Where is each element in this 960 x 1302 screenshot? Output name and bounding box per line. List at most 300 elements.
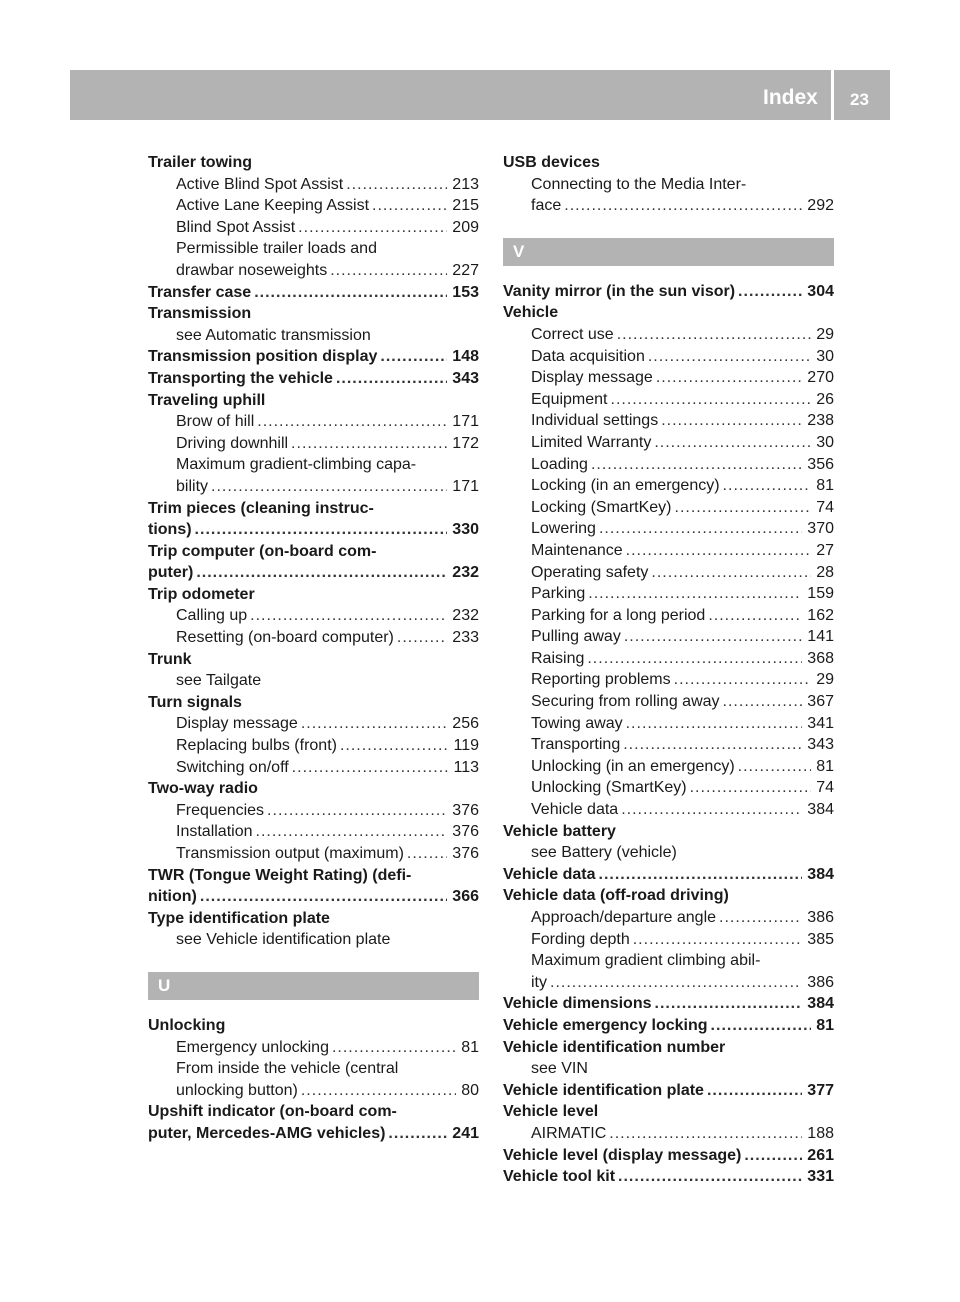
- entry-text: Equipment: [531, 390, 608, 408]
- index-entry: [148, 886, 479, 908]
- leader-dots: [292, 757, 449, 779]
- index-subentry: [503, 195, 834, 217]
- leader-dots: [624, 626, 802, 648]
- entry-text: Permissible trailer loads and: [176, 240, 377, 258]
- entry-page: 74: [816, 779, 834, 797]
- entry-page: 30: [816, 347, 834, 365]
- index-entry: [148, 368, 479, 390]
- entry-text: Maintenance: [531, 541, 623, 559]
- leader-dots: [211, 476, 447, 498]
- entry-text: Unlocking (SmartKey): [531, 779, 687, 797]
- entry-page: 162: [807, 606, 834, 624]
- entry-page: 384: [807, 865, 834, 883]
- index-entry: [503, 1166, 834, 1188]
- index-entry: [503, 1015, 834, 1037]
- entry-text: Vanity mirror (in the sun visor): [503, 282, 736, 300]
- index-subentry: [503, 777, 834, 799]
- entry-text: see Vehicle identification plate: [176, 931, 391, 949]
- entry-text: Towing away: [531, 714, 623, 732]
- leader-dots: [719, 907, 802, 929]
- leader-dots: [588, 583, 802, 605]
- entry-text: Vehicle battery: [503, 822, 616, 840]
- leader-dots: [674, 669, 812, 691]
- entry-page: 215: [452, 197, 479, 215]
- entry-text: Vehicle level: [503, 1103, 599, 1121]
- entry-text: Turn signals: [148, 693, 242, 711]
- entry-page: 209: [452, 218, 479, 236]
- index-subentry: [503, 432, 834, 454]
- entry-text: Approach/departure angle: [531, 909, 717, 926]
- entry-text: see VIN: [531, 1060, 588, 1078]
- entry-text: tions): [148, 521, 192, 539]
- index-column-right: [503, 152, 834, 1188]
- leader-dots: [380, 346, 447, 368]
- index-subentry: [503, 799, 834, 821]
- entry-text: Trailer towing: [148, 154, 253, 171]
- entry-text: Parking: [531, 585, 586, 603]
- entry-text: Maximum gradient-climbing capa-: [176, 456, 417, 474]
- entry-text: face: [531, 197, 562, 215]
- leader-dots: [196, 562, 447, 584]
- entry-text: Upshift indicator (on-board com-: [148, 1103, 397, 1121]
- leader-dots: [621, 799, 802, 821]
- entry-text: Vehicle: [503, 304, 559, 322]
- entry-text: Vehicle data: [503, 865, 596, 883]
- entry-text: Connecting to the Media Inter-: [531, 175, 747, 193]
- index-entry: [148, 303, 479, 325]
- leader-dots: [587, 648, 802, 670]
- leader-dots: [609, 1123, 802, 1145]
- entry-page: 28: [816, 563, 834, 581]
- page-number: 23: [850, 90, 869, 109]
- index-subentry: [503, 907, 834, 929]
- leader-dots: [346, 174, 447, 196]
- entry-page: 81: [816, 1016, 834, 1034]
- entry-page: 113: [453, 758, 479, 776]
- leader-dots: [301, 713, 447, 735]
- section-header: U: [148, 972, 479, 1000]
- entry-text: Parking for a long period: [531, 606, 706, 624]
- entry-text: Maximum gradient climbing abil-: [531, 952, 761, 970]
- entry-text: bility: [176, 477, 209, 495]
- index-subentry: [503, 1058, 834, 1080]
- index-subentry: [503, 648, 834, 670]
- leader-dots: [738, 281, 802, 303]
- entry-page: 29: [816, 325, 834, 343]
- entry-text: see Tailgate: [176, 672, 262, 690]
- entry-page: 386: [807, 973, 834, 991]
- index-entry: [148, 562, 479, 584]
- entry-page: 119: [453, 737, 479, 755]
- entry-page: 341: [807, 714, 834, 732]
- entry-text: Vehicle identification number: [503, 1038, 726, 1056]
- leader-dots: [267, 800, 447, 822]
- entry-text: Securing from rolling away: [531, 693, 720, 711]
- index-subentry: [148, 195, 479, 217]
- entry-page: 141: [807, 628, 834, 646]
- entry-text: drawbar noseweights: [176, 261, 328, 279]
- entry-text: Fording depth: [531, 930, 630, 948]
- entry-text: Vehicle level (display message): [503, 1146, 742, 1164]
- index-subentry: [503, 346, 834, 368]
- index-subentry: [503, 605, 834, 627]
- entry-text: Trip odometer: [148, 585, 255, 603]
- index-entry: [148, 498, 479, 520]
- index-subentry: [148, 174, 479, 196]
- index-subentry: [148, 929, 479, 951]
- index-subentry: [148, 843, 479, 865]
- leader-dots: [254, 282, 447, 304]
- entry-text: Limited Warranty: [531, 433, 652, 451]
- index-subentry: [503, 410, 834, 432]
- index-entry: [503, 1080, 834, 1102]
- leader-dots: [651, 562, 811, 584]
- index-entry: [148, 865, 479, 887]
- index-entry: [503, 1037, 834, 1059]
- index-entry: [148, 152, 479, 174]
- leader-dots: [711, 1015, 812, 1037]
- index-subentry: [148, 605, 479, 627]
- entry-text: Reporting problems: [531, 671, 671, 689]
- leader-dots: [675, 497, 812, 519]
- entry-text: USB devices: [503, 154, 600, 171]
- index-subentry: [148, 735, 479, 757]
- index-entry: [503, 1101, 834, 1123]
- index-subentry: [503, 475, 834, 497]
- index-subentry: [148, 476, 479, 498]
- index-entry: [148, 541, 479, 563]
- entry-page: 233: [452, 629, 479, 647]
- leader-dots: [654, 432, 811, 454]
- index-entry: [148, 908, 479, 930]
- index-subentry: [148, 260, 479, 282]
- entry-text: puter): [148, 564, 194, 582]
- entry-text: Individual settings: [531, 412, 659, 430]
- entry-text: AIRMATIC: [531, 1124, 607, 1142]
- index-entry: [503, 302, 834, 324]
- index-entry: [148, 346, 479, 368]
- leader-dots: [617, 324, 812, 346]
- leader-dots: [407, 843, 447, 865]
- leader-dots: [397, 627, 447, 649]
- entry-page: 304: [807, 282, 834, 300]
- entry-page: 386: [807, 909, 834, 926]
- leader-dots: [591, 454, 802, 476]
- entry-page: 376: [452, 845, 479, 862]
- entry-text: Transfer case: [148, 283, 252, 301]
- entry-page: 384: [807, 801, 834, 819]
- index-entry: [503, 152, 834, 174]
- entry-page: 377: [807, 1081, 834, 1099]
- leader-dots: [690, 777, 812, 799]
- index-subentry: [503, 174, 834, 196]
- index-subentry: [148, 217, 479, 239]
- entry-page: 241: [452, 1124, 479, 1142]
- index-subentry: [148, 238, 479, 260]
- leader-dots: [200, 886, 447, 908]
- entry-text: Trunk: [148, 650, 192, 668]
- header-separator: [831, 70, 834, 120]
- leader-dots: [648, 346, 811, 368]
- entry-text: Locking (in an emergency): [531, 477, 720, 495]
- entry-page: 343: [807, 736, 834, 754]
- entry-text: Brow of hill: [176, 413, 255, 431]
- index-entry: [503, 1145, 834, 1167]
- index-subentry: [503, 562, 834, 584]
- entry-text: Emergency unlocking: [176, 1038, 329, 1056]
- entry-page: 29: [816, 671, 834, 689]
- entry-text: Installation: [176, 823, 253, 841]
- index-entry: [503, 821, 834, 843]
- index-subentry: [503, 324, 834, 346]
- entry-page: 74: [816, 498, 834, 516]
- leader-dots: [291, 433, 447, 455]
- section-header: V: [503, 238, 834, 266]
- leader-dots: [332, 1037, 456, 1059]
- header-title: Index: [763, 86, 818, 109]
- entry-text: Transmission position display: [148, 348, 378, 366]
- index-subentry: [148, 1080, 479, 1102]
- index-subentry: [148, 713, 479, 735]
- entry-text: nition): [148, 888, 197, 906]
- index-entry: [503, 885, 834, 907]
- index-subentry: [148, 454, 479, 476]
- entry-text: Trip computer (on-board com-: [148, 542, 377, 560]
- leader-dots: [372, 195, 447, 217]
- index-subentry: [148, 1058, 479, 1080]
- index-subentry: [503, 497, 834, 519]
- leader-dots: [336, 368, 447, 390]
- leader-dots: [564, 195, 802, 217]
- entry-page: 81: [816, 757, 834, 775]
- leader-dots: [301, 1080, 456, 1102]
- entry-text: TWR (Tongue Weight Rating) (defi-: [148, 866, 412, 884]
- entry-page: 232: [452, 564, 479, 582]
- leader-dots: [330, 260, 447, 282]
- entry-text: Transmission: [148, 305, 252, 323]
- index-entry: [503, 281, 834, 303]
- entry-page: 368: [807, 649, 834, 667]
- index-subentry: [503, 1123, 834, 1145]
- index-subentry: [503, 389, 834, 411]
- entry-page: 384: [807, 995, 834, 1013]
- index-entry: [148, 1123, 479, 1145]
- leader-dots: [738, 756, 812, 778]
- index-subentry: [503, 734, 834, 756]
- leader-dots: [723, 691, 803, 713]
- entry-text: Traveling uphill: [148, 391, 266, 409]
- index-subentry: [148, 411, 479, 433]
- index-entry: [148, 390, 479, 412]
- entry-page: 172: [452, 434, 479, 452]
- index-subentry: [503, 583, 834, 605]
- entry-page: 227: [452, 261, 479, 279]
- entry-page: 213: [452, 175, 479, 193]
- entry-page: 153: [452, 283, 479, 301]
- entry-page: 171: [452, 477, 479, 495]
- entry-page: 30: [816, 433, 834, 451]
- index-subentry: [503, 540, 834, 562]
- entry-text: Vehicle data: [531, 801, 619, 819]
- entry-text: Two-way radio: [148, 780, 258, 798]
- leader-dots: [611, 389, 812, 411]
- leader-dots: [388, 1123, 447, 1145]
- index-subentry: [148, 800, 479, 822]
- leader-dots: [550, 972, 802, 994]
- index-subentry: [503, 691, 834, 713]
- entry-page: 370: [807, 520, 834, 538]
- leader-dots: [623, 734, 802, 756]
- entry-text: Transporting the vehicle: [148, 369, 333, 387]
- entry-text: Switching on/off: [176, 758, 289, 776]
- entry-text: Correct use: [531, 325, 614, 343]
- leader-dots: [656, 367, 802, 389]
- entry-text: Display message: [531, 369, 653, 387]
- entry-page: 343: [452, 369, 479, 387]
- index-entry: [148, 1101, 479, 1123]
- entry-page: 26: [816, 390, 834, 408]
- entry-text: Loading: [531, 455, 588, 473]
- entry-text: Data acquisition: [531, 347, 645, 365]
- index-subentry: [148, 1037, 479, 1059]
- leader-dots: [599, 864, 803, 886]
- index-subentry: [503, 626, 834, 648]
- entry-page: 356: [807, 455, 834, 473]
- entry-text: Driving downhill: [176, 434, 289, 452]
- entry-text: Vehicle dimensions: [503, 995, 652, 1013]
- entry-page: 261: [807, 1146, 834, 1164]
- index-column-left: [148, 152, 479, 1145]
- entry-page: 188: [807, 1124, 834, 1142]
- entry-text: Frequencies: [176, 801, 265, 819]
- entry-text: Raising: [531, 649, 585, 667]
- index-subentry: [503, 518, 834, 540]
- entry-page: 27: [816, 541, 834, 559]
- leader-dots: [723, 475, 812, 497]
- entry-text: Active Blind Spot Assist: [176, 175, 344, 193]
- entry-page: 232: [452, 607, 479, 625]
- index-subentry: [148, 325, 479, 347]
- index-entry: [503, 993, 834, 1015]
- entry-page: 270: [807, 369, 834, 387]
- leader-dots: [633, 929, 803, 951]
- leader-dots: [298, 217, 447, 239]
- entry-page: 366: [452, 888, 479, 906]
- entry-text: Replacing bulbs (front): [176, 737, 337, 755]
- leader-dots: [626, 713, 803, 735]
- entry-text: Resetting (on-board computer): [176, 629, 394, 647]
- index-subentry: [148, 821, 479, 843]
- entry-text: Trim pieces (cleaning instruc-: [148, 499, 374, 517]
- entry-text: Blind Spot Assist: [176, 218, 296, 236]
- entry-text: see Automatic transmission: [176, 326, 371, 344]
- index-subentry: [503, 972, 834, 994]
- index-subentry: [148, 433, 479, 455]
- index-subentry: [503, 367, 834, 389]
- entry-page: 148: [452, 348, 479, 366]
- entry-text: Calling up: [176, 607, 248, 625]
- entry-text: unlocking button): [176, 1081, 298, 1099]
- entry-text: Operating safety: [531, 563, 649, 581]
- index-subentry: [503, 929, 834, 951]
- index-subentry: [503, 842, 834, 864]
- entry-text: Vehicle data (off-road driving): [503, 887, 729, 905]
- entry-text: see Battery (vehicle): [531, 844, 677, 862]
- entry-text: Locking (SmartKey): [531, 498, 672, 516]
- entry-text: Vehicle identification plate: [503, 1081, 704, 1099]
- entry-text: ity: [531, 973, 547, 991]
- index-entry: [148, 1015, 479, 1037]
- leader-dots: [599, 518, 802, 540]
- entry-text: Active Lane Keeping Assist: [176, 197, 370, 215]
- entry-text: Transmission output (maximum): [176, 845, 404, 862]
- entry-page: 80: [461, 1081, 479, 1099]
- leader-dots: [626, 540, 812, 562]
- leader-dots: [257, 411, 447, 433]
- leader-dots: [707, 1080, 802, 1102]
- leader-dots: [708, 605, 802, 627]
- index-subentry: [148, 627, 479, 649]
- entry-text: Vehicle tool kit: [503, 1168, 616, 1186]
- entry-text: Display message: [176, 715, 298, 733]
- leader-dots: [256, 821, 448, 843]
- index-entry: [503, 864, 834, 886]
- index-subentry: [503, 454, 834, 476]
- entry-page: 238: [807, 412, 834, 430]
- entry-text: Pulling away: [531, 628, 621, 646]
- index-entry: [148, 282, 479, 304]
- leader-dots: [655, 993, 803, 1015]
- entry-page: 376: [452, 823, 479, 841]
- index-subentry: [503, 756, 834, 778]
- leader-dots: [618, 1166, 802, 1188]
- entry-text: Vehicle emergency locking: [503, 1016, 708, 1034]
- entry-text: Transporting: [531, 736, 621, 754]
- entry-page: 376: [452, 801, 479, 819]
- entry-page: 385: [807, 930, 834, 948]
- index-entry: [148, 584, 479, 606]
- entry-text: Lowering: [531, 520, 596, 538]
- index-subentry: [148, 757, 479, 779]
- index-entry: [148, 649, 479, 671]
- leader-dots: [340, 735, 449, 757]
- entry-text: puter, Mercedes-AMG vehicles): [148, 1124, 386, 1142]
- entry-page: 81: [816, 477, 834, 495]
- leader-dots: [250, 605, 447, 627]
- entry-page: 331: [807, 1168, 834, 1186]
- entry-page: 256: [452, 715, 479, 733]
- entry-page: 292: [807, 197, 834, 215]
- leader-dots: [661, 410, 802, 432]
- entry-page: 330: [452, 521, 479, 539]
- entry-page: 367: [807, 693, 834, 711]
- entry-text: From inside the vehicle (central: [176, 1060, 399, 1078]
- entry-text: Unlocking: [148, 1016, 226, 1034]
- index-subentry: [148, 670, 479, 692]
- entry-page: 159: [807, 585, 834, 603]
- index-subentry: [503, 669, 834, 691]
- index-subentry: [503, 713, 834, 735]
- index-entry: [148, 519, 479, 541]
- entry-text: Type identification plate: [148, 909, 330, 927]
- entry-page: 81: [461, 1038, 479, 1056]
- entry-page: 171: [452, 413, 479, 431]
- index-entry: [148, 692, 479, 714]
- entry-text: Unlocking (in an emergency): [531, 757, 735, 775]
- leader-dots: [195, 519, 448, 541]
- index-subentry: [503, 950, 834, 972]
- leader-dots: [744, 1145, 802, 1167]
